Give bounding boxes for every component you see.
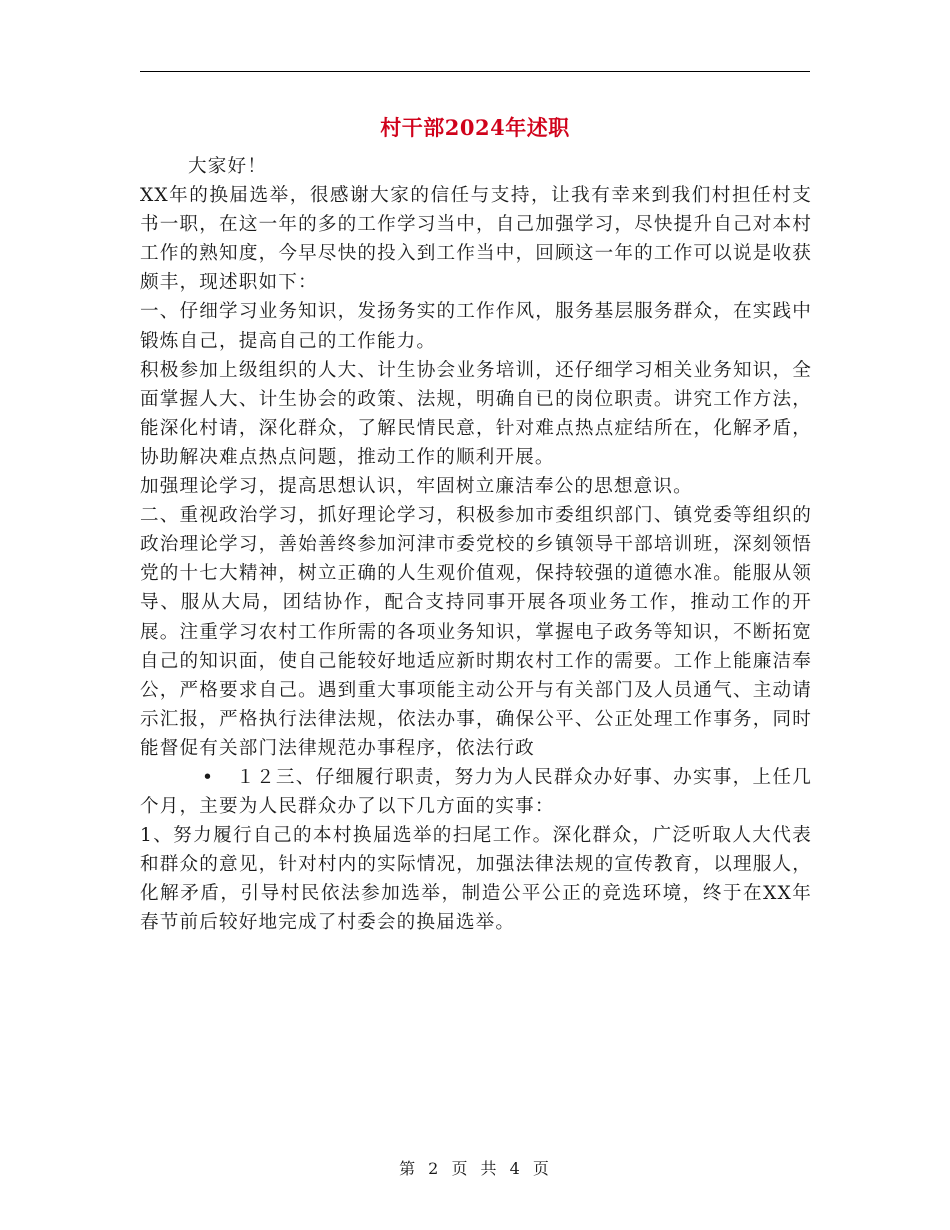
paragraph-section-two: 二、重视政治学习，抓好理论学习，积极参加市委组织部门、镇党委等组织的政治理论学习，善始善终参加河津市委党校的乡镇领导干部培训班，深刻领悟党的十七大精神，树立正确的人生观价值观，保持较强的道德水准。能服从领导、服从大局，团结协作，配合支持同事开展各项业务工作，推动工作的开展。注重学习农村工作所需的各项业务知识，掌握电子政务等知识，不断拓宽自己的知识面，使自己能较好地适应新时期农村工作的需要。工作上能廉洁奉公，严格要求自己。遇到重大事项能主动公开与有关部门及人员通气、主动请示汇报，严格执行法律法规，依法办事，确保公平、公正处理工作事务，同时能督促有关部门法律规范办事程序，依法行政 <box>140 505 812 759</box>
paragraph-section-one-heading: 一、仔细学习业务知识，发扬务实的工作作风，服务基层服务群众，在实践中锻炼自己，提高自己的工作能力。 <box>140 301 812 352</box>
document-body <box>140 152 812 938</box>
page-number: 第 2 页 共 4 页 <box>399 1159 551 1178</box>
paragraph-training: 积极参加上级组织的人大、计生协会业务培训，还仔细学习相关业务知识，全面掌握人大、计生协会的政策、法规，明确自已的岗位职责。讲究工作方法，能深化村请，深化群众，了解民情民意，针对难点热点症结所在，化解矛盾，协助解决难点热点问题，推动工作的顺利开展。 <box>140 359 812 468</box>
paragraph-intro: XX年的换届选举，很感谢大家的信任与支持，让我有幸来到我们村担任村支书一职，在这一年的多的工作学习当中，自己加强学习，尽快提升自己对本村工作的熟知度，今早尽快的投入到工作当中，回顾这一年的工作可以说是收获颇丰，现述职如下： <box>140 185 812 294</box>
bullet-paragraph-text: １２三、仔细履行职责，努力为人民群众办好事、办实事，上任几个月，主要为人民群众办了以下几方面的实事： <box>140 766 812 818</box>
document-title: 村干部2024年述职 <box>380 115 570 140</box>
paragraph-theory-study: 加强理论学习，提高思想认识，牢固树立廉洁奉公的思想意识。 <box>140 476 693 498</box>
paragraph-item-one: 1、努力履行自己的本村换届选举的扫尾工作。深化群众，广泛听取人大代表和群众的意见，针对村内的实际情况，加强法律法规的宣传教育，以理服人，化解矛盾，引导村民依法参加选举，制造公平公正的竞选环境，终于在XX年春节前后较好地完成了村委会的换届选举。 <box>140 825 812 934</box>
header-rule <box>140 71 810 72</box>
bullet-paragraph <box>140 763 812 821</box>
greeting: 大家好！ <box>188 156 267 177</box>
bullet-icon: • <box>202 766 215 788</box>
